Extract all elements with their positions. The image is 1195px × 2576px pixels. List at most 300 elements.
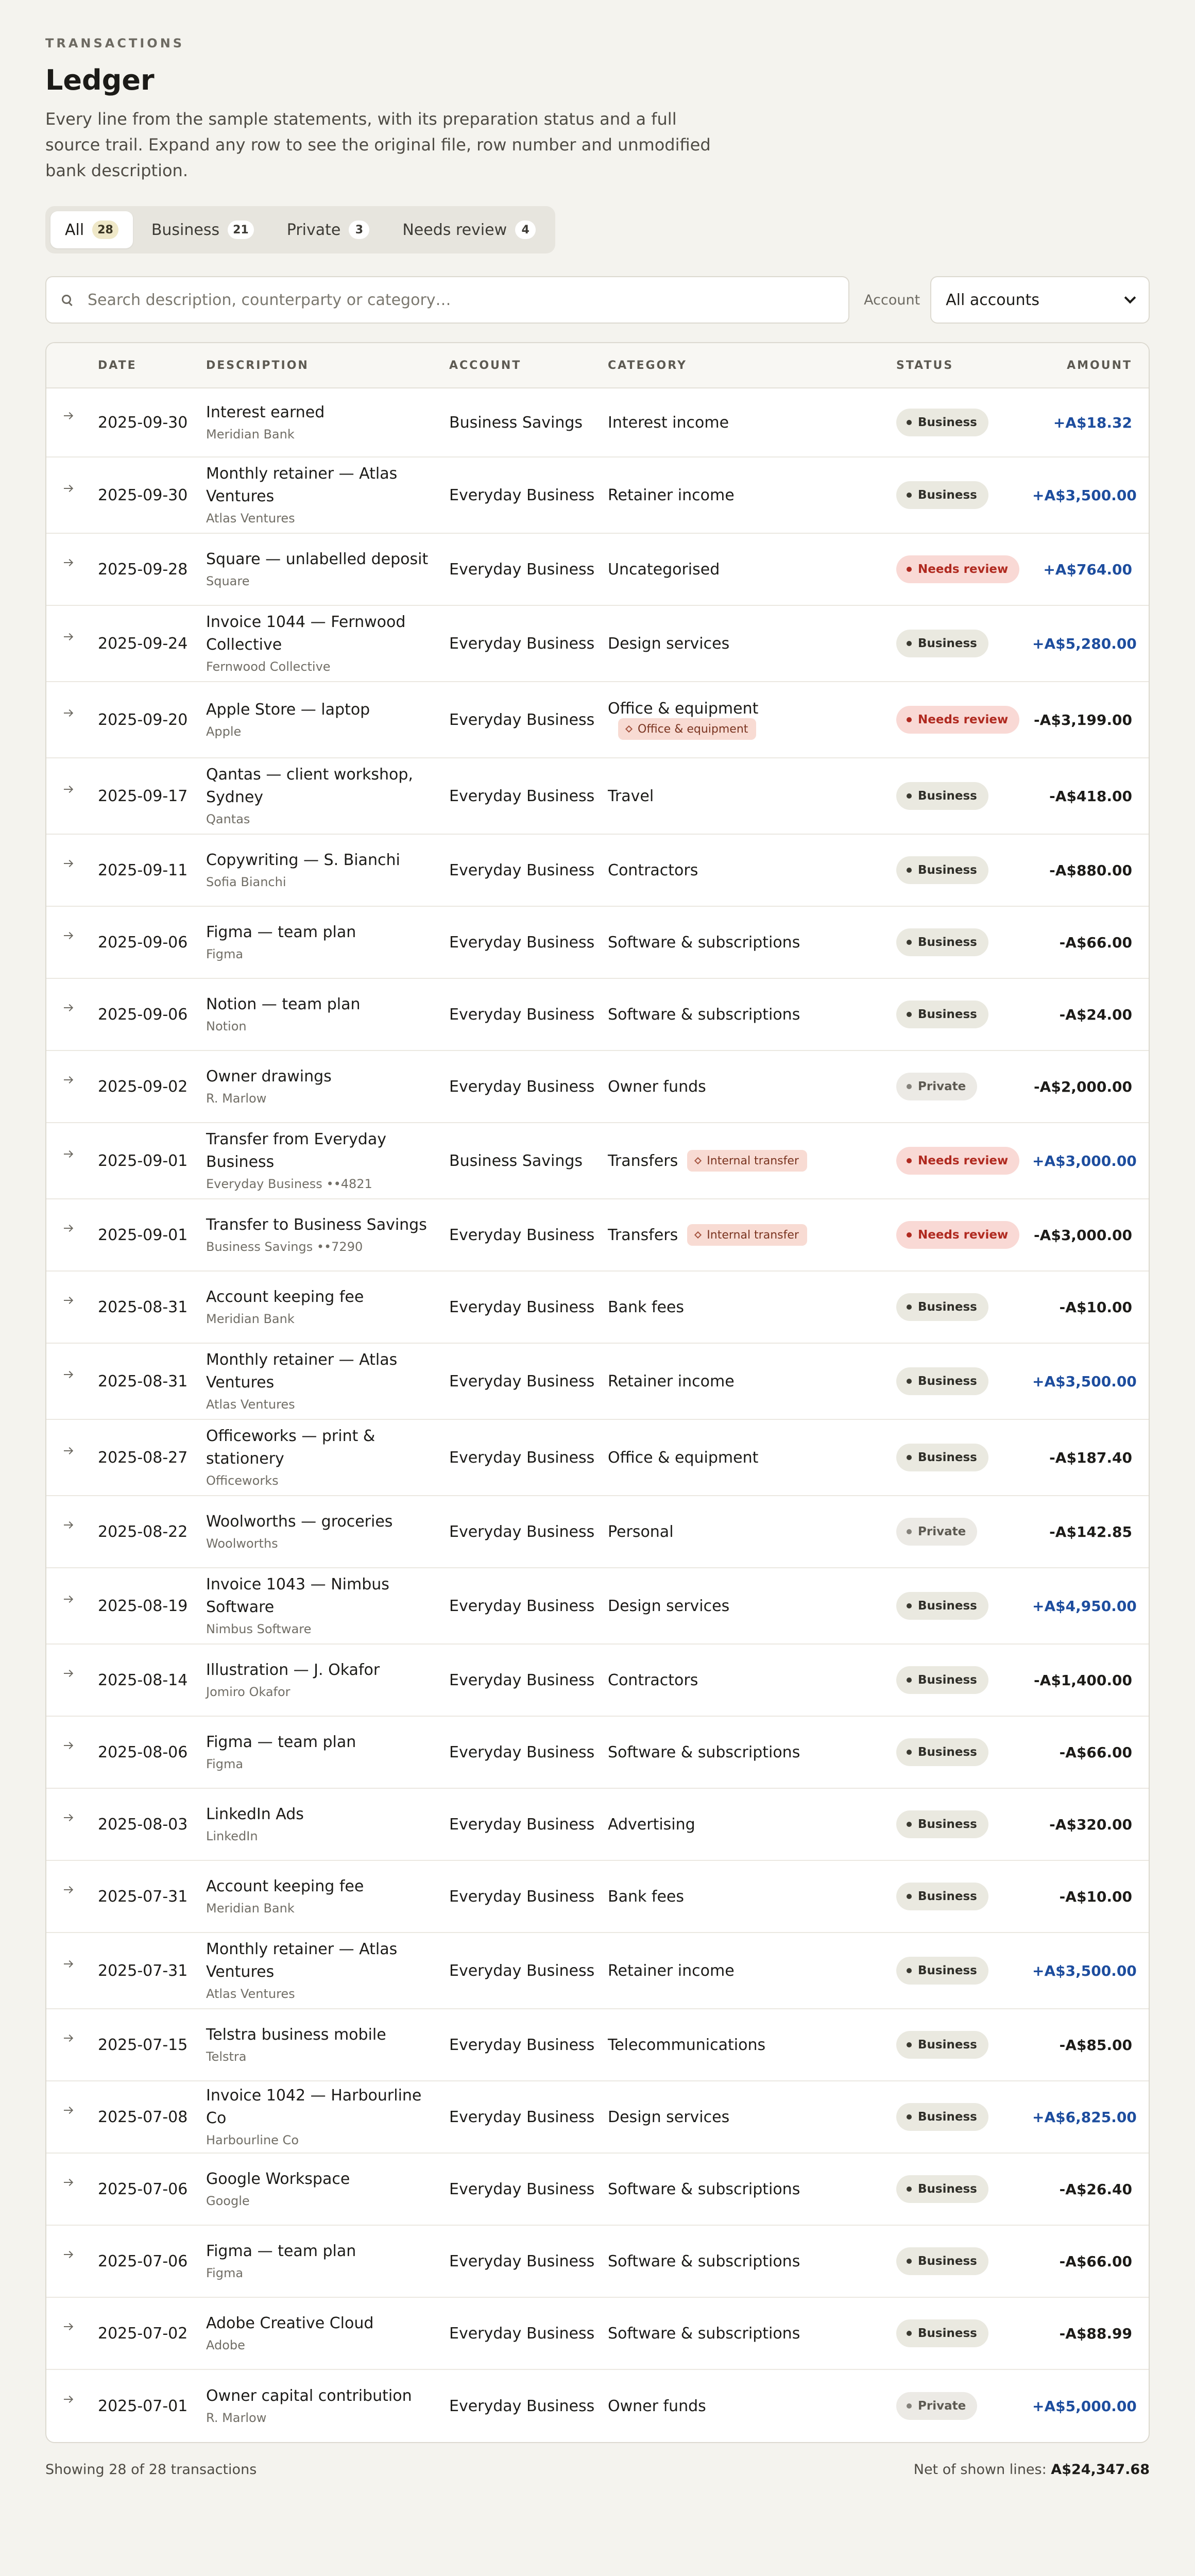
row-account: Everyday Business <box>449 1226 595 1244</box>
status-dot-icon <box>907 2259 912 2264</box>
row-description <box>206 699 449 741</box>
row-description <box>206 1803 449 1845</box>
status-label: Business <box>918 1964 977 1977</box>
expand-toggle[interactable] <box>46 791 98 801</box>
expand-toggle[interactable] <box>46 715 98 725</box>
status-dot-icon <box>907 1677 912 1683</box>
row-description <box>206 1731 449 1773</box>
expand-toggle[interactable] <box>46 490 98 500</box>
expand-toggle[interactable] <box>46 1748 98 1757</box>
expand-toggle[interactable] <box>46 1527 98 1537</box>
row-category <box>608 486 896 504</box>
expand-toggle[interactable] <box>46 1675 98 1685</box>
table-row[interactable] <box>46 835 1149 907</box>
amount-value: -A$26.40 <box>1059 2180 1132 2198</box>
row-category <box>608 2108 896 2126</box>
description-text: Monthly retainer — Atlas Ventures <box>206 1940 398 1981</box>
description-text: Officeworks — print & stationery <box>206 1427 375 1468</box>
description-text: Square — unlabelled deposit <box>206 550 429 568</box>
amount-value: +A$764.00 <box>1043 561 1132 578</box>
expand-toggle[interactable] <box>46 2112 98 2122</box>
status-dot-icon <box>907 1529 912 1534</box>
status-dot-icon <box>907 2331 912 2336</box>
row-category <box>608 1888 896 1906</box>
row-category <box>608 1449 896 1467</box>
ledger-page <box>45 33 1150 2478</box>
row-account: Everyday Business <box>449 2108 595 2126</box>
category-text: Retainer income <box>608 486 735 504</box>
table-row[interactable] <box>46 1051 1149 1123</box>
status-dot-icon <box>907 1968 912 1973</box>
category-text: Design services <box>608 1597 730 1615</box>
status-label: Private <box>918 2399 966 2413</box>
status-label: Business <box>918 1008 977 1021</box>
category-text: Software & subscriptions <box>608 2180 800 2198</box>
description-text: Owner capital contribution <box>206 2387 412 2405</box>
status-badge <box>896 1444 988 1471</box>
table-row[interactable] <box>46 534 1149 606</box>
row-account: Everyday Business <box>449 933 595 952</box>
row-status <box>896 2103 1032 2131</box>
net-total-value: A$24,347.68 <box>1051 2462 1150 2478</box>
tab-needs-review[interactable] <box>388 211 550 248</box>
counterparty-text: Fernwood Collective <box>206 659 331 674</box>
arrow-right-icon <box>64 1004 73 1011</box>
status-badge <box>896 706 1019 734</box>
status-label: Business <box>918 488 977 502</box>
row-status <box>896 1293 1032 1321</box>
row-amount <box>1032 1449 1149 1466</box>
expand-toggle[interactable] <box>46 1377 98 1386</box>
expand-toggle[interactable] <box>46 2329 98 2338</box>
description-text: Adobe Creative Cloud <box>206 2314 374 2332</box>
category-text: Software & subscriptions <box>608 2324 800 2343</box>
status-dot-icon <box>907 1084 912 1089</box>
counterparty-text: Business Savings ••7290 <box>206 1240 363 1254</box>
tab-business[interactable] <box>137 211 268 248</box>
expand-toggle[interactable] <box>46 1601 98 1611</box>
table-row[interactable] <box>46 1272 1149 1344</box>
status-badge <box>896 1592 988 1620</box>
description-text: Invoice 1043 — Nimbus Software <box>206 1575 389 1616</box>
expand-toggle[interactable] <box>46 565 98 574</box>
status-label: Business <box>918 1890 977 1903</box>
row-status <box>896 1444 1032 1471</box>
search-box[interactable] <box>45 276 849 324</box>
expand-toggle[interactable] <box>46 2257 98 2266</box>
row-date: 2025-09-28 <box>98 560 188 579</box>
row-amount <box>1032 2325 1149 2342</box>
status-label: Needs review <box>918 1228 1009 1242</box>
row-date: 2025-08-06 <box>98 1743 188 1761</box>
description-text: Account keeping fee <box>206 1288 364 1306</box>
row-description <box>206 401 449 444</box>
category-text: Design services <box>608 634 730 653</box>
counterparty-text: Officeworks <box>206 1473 279 1488</box>
row-account: Everyday Business <box>449 486 595 504</box>
counterparty-text: R. Marlow <box>206 2411 267 2425</box>
expand-toggle[interactable] <box>46 938 98 947</box>
arrow-right-icon <box>64 1886 73 1893</box>
table-row[interactable] <box>46 758 1149 835</box>
tab-label: All <box>65 221 84 239</box>
amount-value: +A$5,280.00 <box>1032 635 1137 652</box>
status-dot-icon <box>907 2187 912 2192</box>
net-total-label: Net of shown lines: <box>913 2462 1047 2478</box>
description-text: Monthly retainer — Atlas Ventures <box>206 465 398 505</box>
category-text: Travel <box>608 787 654 805</box>
row-date: 2025-09-11 <box>98 861 188 879</box>
row-description <box>206 993 449 1036</box>
expand-toggle[interactable] <box>46 1820 98 1829</box>
row-status <box>896 1221 1032 1249</box>
status-dot-icon <box>907 1822 912 1827</box>
header-date[interactable]: DATE <box>98 359 137 372</box>
expand-toggle[interactable] <box>46 2040 98 2050</box>
account-filter-label: Account <box>864 292 920 308</box>
table-row[interactable] <box>46 1568 1149 1645</box>
row-amount <box>1032 1962 1150 1979</box>
status-badge <box>896 2392 977 2420</box>
status-badge <box>896 928 988 956</box>
counterparty-text: LinkedIn <box>206 1829 258 1843</box>
row-amount <box>1032 1888 1149 1905</box>
amount-value: +A$3,500.00 <box>1032 486 1137 504</box>
arrow-right-icon <box>64 1670 73 1677</box>
status-badge <box>896 1518 977 1546</box>
row-account: Everyday Business <box>449 1671 595 1689</box>
diamond-icon <box>694 1157 702 1164</box>
expand-toggle[interactable] <box>46 1453 98 1463</box>
table-row[interactable] <box>46 2081 1149 2154</box>
status-dot-icon <box>907 641 912 646</box>
category-text: Transfers <box>608 1226 678 1244</box>
arrow-right-icon <box>64 1960 73 1968</box>
status-label: Business <box>918 2255 977 2268</box>
expand-toggle[interactable] <box>46 1892 98 1902</box>
row-account: Everyday Business <box>449 1522 595 1541</box>
category-text: Uncategorised <box>608 560 720 579</box>
arrow-right-icon <box>64 1742 73 1749</box>
status-badge <box>896 2247 988 2275</box>
status-dot-icon <box>907 2042 912 2047</box>
description-text: Google Workspace <box>206 2170 350 2188</box>
status-badge <box>896 630 988 657</box>
category-text: Transfers <box>608 1151 678 1170</box>
table-row[interactable] <box>46 1933 1149 2009</box>
transactions-table <box>45 342 1150 2443</box>
expand-toggle[interactable] <box>46 2401 98 2411</box>
table-row[interactable] <box>46 2298 1149 2370</box>
expand-toggle[interactable] <box>46 1156 98 1166</box>
status-badge <box>896 1073 977 1100</box>
row-date: 2025-08-27 <box>98 1448 188 1467</box>
row-amount <box>1032 1598 1150 1615</box>
counterparty-text: Figma <box>206 1757 244 1771</box>
expand-toggle[interactable] <box>46 1082 98 1092</box>
table-row[interactable] <box>46 979 1149 1051</box>
status-dot-icon <box>907 1750 912 1755</box>
table-row[interactable] <box>46 1717 1149 1789</box>
tab-private[interactable] <box>272 211 384 248</box>
header-category[interactable]: CATEGORY <box>608 359 687 372</box>
row-category <box>608 2180 896 2198</box>
row-status <box>896 1073 1032 1100</box>
tab-label: Private <box>286 221 341 239</box>
table-row[interactable] <box>46 1789 1149 1861</box>
counterparty-text: Notion <box>206 1019 247 1033</box>
table-row[interactable] <box>46 682 1149 758</box>
category-stack <box>608 700 896 740</box>
status-badge <box>896 1810 988 1838</box>
row-description <box>206 2312 449 2354</box>
arrow-right-icon <box>64 1596 73 1603</box>
status-label: Business <box>918 1673 977 1687</box>
category-chip-label: Internal transfer <box>707 1154 799 1167</box>
table-row[interactable] <box>46 2226 1149 2298</box>
row-amount <box>1032 1006 1149 1023</box>
table-header <box>46 343 1149 388</box>
row-date: 2025-09-06 <box>98 1005 188 1024</box>
status-badge <box>896 1293 988 1321</box>
description-text: Woolworths — groceries <box>206 1513 393 1531</box>
row-category <box>608 2397 896 2415</box>
row-amount <box>1032 1153 1150 1170</box>
description-text: Monthly retainer — Atlas Ventures <box>206 1351 398 1392</box>
header-description[interactable]: DESCRIPTION <box>206 359 309 372</box>
table-row[interactable] <box>46 1861 1149 1933</box>
header-status[interactable]: STATUS <box>896 359 954 372</box>
row-category <box>608 1006 896 1024</box>
chevron-down-icon <box>1124 292 1136 304</box>
table-row[interactable] <box>46 1344 1149 1420</box>
arrow-right-icon <box>64 1150 73 1158</box>
table-row[interactable] <box>46 1199 1149 1272</box>
description-text: Figma — team plan <box>206 1733 356 1751</box>
table-row[interactable] <box>46 1123 1149 1199</box>
description-text: Invoice 1042 — Harbourline Co <box>206 2087 422 2127</box>
row-category <box>608 934 896 952</box>
status-label: Private <box>918 1525 966 1538</box>
counterparty-text: Adobe <box>206 2338 245 2352</box>
arrow-right-icon <box>64 485 73 492</box>
status-tabs <box>45 206 555 253</box>
row-account: Everyday Business <box>449 634 595 653</box>
expand-toggle[interactable] <box>46 866 98 875</box>
category-text: Office & equipment <box>608 1448 759 1467</box>
row-description <box>206 463 449 528</box>
filter-bar <box>45 276 1150 324</box>
table-row[interactable] <box>46 388 1149 457</box>
description-text: Illustration — J. Okafor <box>206 1661 380 1679</box>
category-text: Telecommunications <box>608 2036 766 2054</box>
expand-toggle[interactable] <box>46 1010 98 1020</box>
row-account: Everyday Business <box>449 1597 595 1615</box>
row-date: 2025-09-01 <box>98 1226 188 1244</box>
status-badge <box>896 2031 988 2059</box>
page-title: Ledger <box>45 64 155 96</box>
status-dot-icon <box>907 493 912 498</box>
row-description <box>206 849 449 891</box>
expand-toggle[interactable] <box>46 639 98 649</box>
row-status <box>896 1738 1032 1766</box>
status-label: Business <box>918 2110 977 2124</box>
row-date: 2025-08-22 <box>98 1522 188 1541</box>
status-label: Needs review <box>918 713 1009 726</box>
status-badge <box>896 1147 1019 1175</box>
header-account[interactable]: ACCOUNT <box>449 359 522 372</box>
row-category <box>608 1816 896 1834</box>
category-chip-label: Office & equipment <box>638 722 748 736</box>
status-dot-icon <box>907 1379 912 1384</box>
expand-toggle[interactable] <box>46 1302 98 1312</box>
row-account: Everyday Business <box>449 1961 595 1980</box>
amount-value: -A$66.00 <box>1059 934 1132 951</box>
tab-count: 21 <box>228 221 254 239</box>
row-date: 2025-09-01 <box>98 1151 188 1170</box>
table-row[interactable] <box>46 457 1149 534</box>
row-amount <box>1032 788 1149 805</box>
row-account: Everyday Business <box>449 1372 595 1391</box>
counterparty-text: Meridian Bank <box>206 427 295 442</box>
arrow-right-icon <box>64 1076 73 1083</box>
arrow-right-icon <box>64 709 73 717</box>
category-text: Owner funds <box>608 1077 706 1096</box>
row-date: 2025-07-02 <box>98 2324 188 2343</box>
search-input[interactable] <box>88 291 834 309</box>
status-label: Business <box>918 637 977 650</box>
row-account: Everyday Business <box>449 1887 595 1906</box>
tab-count: 3 <box>349 221 369 239</box>
amount-value: -A$3,199.00 <box>1034 711 1132 728</box>
status-label: Business <box>918 2327 977 2340</box>
status-badge <box>896 1666 988 1694</box>
row-account: Everyday Business <box>449 1743 595 1761</box>
row-description <box>206 1938 449 2003</box>
row-description <box>206 2385 449 2427</box>
status-label: Business <box>918 2182 977 2196</box>
row-date: 2025-09-20 <box>98 710 188 729</box>
tab-all[interactable] <box>50 211 133 248</box>
table-row[interactable] <box>46 2154 1149 2226</box>
row-date: 2025-08-14 <box>98 1671 188 1689</box>
table-row[interactable] <box>46 1645 1149 1717</box>
row-account: Everyday Business <box>449 1298 595 1316</box>
category-text: Design services <box>608 2108 730 2126</box>
amount-value: -A$3,000.00 <box>1034 1226 1132 1244</box>
row-amount <box>1032 1672 1149 1689</box>
description-text: Apple Store — laptop <box>206 701 370 719</box>
category-text: Office & equipment <box>608 700 759 718</box>
status-dot-icon <box>907 793 912 799</box>
status-badge <box>896 1367 988 1395</box>
status-label: Business <box>918 1599 977 1613</box>
table-row[interactable] <box>46 1420 1149 1496</box>
row-account: Everyday Business <box>449 1448 595 1467</box>
status-label: Business <box>918 1451 977 1464</box>
row-status <box>896 2175 1032 2203</box>
counterparty-text: Square <box>206 574 250 588</box>
row-date: 2025-08-03 <box>98 1815 188 1834</box>
status-badge <box>896 2319 988 2347</box>
row-status <box>896 2031 1032 2059</box>
row-amount <box>1032 1227 1149 1244</box>
status-badge <box>896 409 988 436</box>
counterparty-text: Atlas Ventures <box>206 1397 295 1412</box>
row-status <box>896 2247 1032 2275</box>
row-description <box>206 921 449 963</box>
description-text: Interest earned <box>206 403 325 421</box>
table-row[interactable] <box>46 2370 1149 2442</box>
counterparty-text: Woolworths <box>206 1536 278 1551</box>
status-dot-icon <box>907 868 912 873</box>
row-date: 2025-07-06 <box>98 2252 188 2270</box>
category-text: Retainer income <box>608 1961 735 1980</box>
status-dot-icon <box>907 420 912 425</box>
diamond-icon <box>625 725 633 733</box>
table-row[interactable] <box>46 2009 1149 2081</box>
arrow-right-icon <box>64 412 73 419</box>
counterparty-text: Qantas <box>206 812 250 826</box>
description-text: LinkedIn Ads <box>206 1805 304 1823</box>
status-label: Business <box>918 416 977 429</box>
expand-toggle[interactable] <box>46 1966 98 1976</box>
row-account: Everyday Business <box>449 861 595 879</box>
expand-toggle[interactable] <box>46 2184 98 2194</box>
row-status <box>896 2319 1032 2347</box>
status-badge <box>896 1001 988 1028</box>
row-description <box>206 764 449 828</box>
arrow-right-icon <box>64 1814 73 1821</box>
amount-value: +A$6,825.00 <box>1032 2108 1137 2126</box>
row-date: 2025-09-30 <box>98 413 188 432</box>
arrow-right-icon <box>64 1371 73 1378</box>
row-category <box>608 1671 896 1689</box>
table-row[interactable] <box>46 1496 1149 1568</box>
status-dot-icon <box>907 940 912 945</box>
row-category <box>608 1372 896 1391</box>
row-category <box>608 1224 896 1246</box>
arrow-right-icon <box>64 2107 73 2114</box>
counterparty-text: Atlas Ventures <box>206 1987 295 2001</box>
status-badge <box>896 481 988 509</box>
table-row[interactable] <box>46 606 1149 682</box>
expand-toggle[interactable] <box>46 418 98 428</box>
table-footer <box>45 2462 1150 2478</box>
account-select[interactable] <box>930 276 1150 324</box>
amount-value: -A$88.99 <box>1059 2325 1132 2342</box>
counterparty-text: Apple <box>206 724 242 739</box>
amount-value: +A$3,000.00 <box>1032 1152 1137 1170</box>
row-date: 2025-07-31 <box>98 1961 188 1980</box>
row-status <box>896 1367 1032 1395</box>
header-amount[interactable]: AMOUNT <box>1067 359 1132 372</box>
row-date: 2025-07-06 <box>98 2180 188 2198</box>
status-label: Business <box>918 1818 977 1831</box>
row-description <box>206 2240 449 2282</box>
row-description <box>206 548 449 590</box>
amount-value: -A$85.00 <box>1059 2036 1132 2054</box>
description-text: Account keeping fee <box>206 1877 364 1895</box>
row-status <box>896 1518 1032 1546</box>
row-account: Business Savings <box>449 413 583 432</box>
account-select-value: All accounts <box>946 291 1040 309</box>
row-category <box>608 2252 896 2270</box>
table-row[interactable] <box>46 907 1149 979</box>
row-category <box>608 1078 896 1096</box>
amount-value: -A$2,000.00 <box>1034 1078 1132 1095</box>
expand-toggle[interactable] <box>46 1230 98 1240</box>
